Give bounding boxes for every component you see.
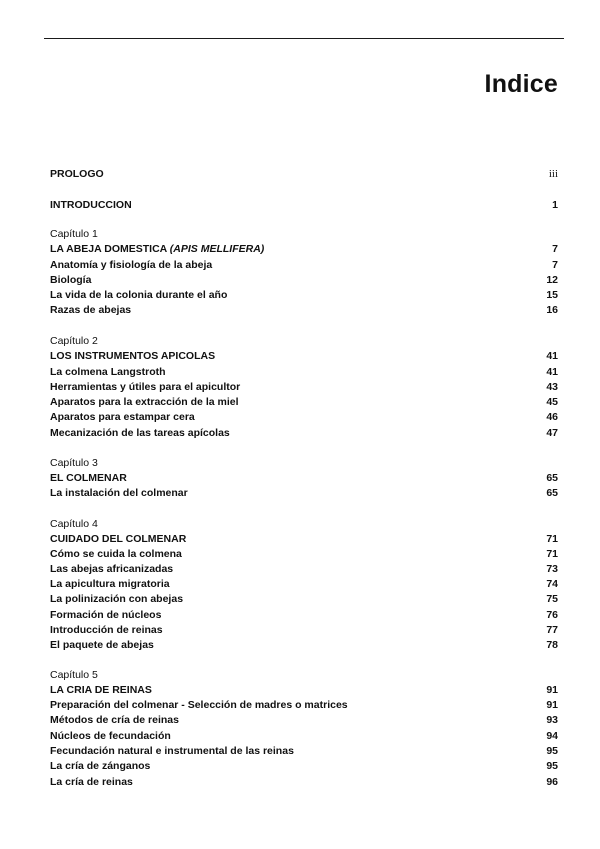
toc-entry[interactable] xyxy=(50,760,558,774)
toc-entry[interactable] xyxy=(50,396,558,410)
toc-entry-label: Formación de núcleos xyxy=(50,609,162,621)
toc-entry-label: Las abejas africanizadas xyxy=(50,563,174,575)
chapter-heading[interactable] xyxy=(50,472,558,486)
toc-entry-page: 65 xyxy=(546,487,558,499)
toc-entry-page: 65 xyxy=(546,472,558,484)
toc-entry[interactable] xyxy=(50,624,558,638)
toc-entry-page: 71 xyxy=(546,548,558,560)
toc-entry[interactable] xyxy=(50,699,558,713)
toc-entry[interactable] xyxy=(50,639,558,653)
toc-entry-page: 74 xyxy=(546,578,558,590)
toc-entry[interactable] xyxy=(50,776,558,790)
toc-entry-label: La colmena Langstroth xyxy=(50,366,166,378)
toc-entry-introduccion[interactable] xyxy=(50,199,558,213)
toc-entry-page: 91 xyxy=(546,684,558,696)
toc-entry-page: 93 xyxy=(546,714,558,726)
toc-entry-label: Aparatos para la extracción de la miel xyxy=(50,396,239,408)
chapter-caption-text: Capítulo 1 xyxy=(50,228,98,240)
toc-entry[interactable] xyxy=(50,304,558,318)
toc-entry-page: 1 xyxy=(552,199,558,211)
toc-entry-page: 45 xyxy=(546,396,558,408)
toc-entry[interactable] xyxy=(50,487,558,501)
page-title: Indice xyxy=(484,70,558,98)
toc-entry[interactable] xyxy=(50,366,558,380)
toc-entry-page: 75 xyxy=(546,593,558,605)
toc-entry-page: 95 xyxy=(546,760,558,772)
toc-entry-label: Preparación del colmenar - Selección de madres o matrices xyxy=(50,699,348,711)
chapter-caption-text: Capítulo 4 xyxy=(50,518,98,530)
toc-entry-label: Biología xyxy=(50,274,92,286)
toc-entry-label: El paquete de abejas xyxy=(50,639,154,651)
toc-entry-page: 15 xyxy=(546,289,558,301)
chapter-heading-label xyxy=(50,243,264,255)
toc-entry[interactable] xyxy=(50,714,558,728)
toc-entry[interactable] xyxy=(50,745,558,759)
chapter-caption-text: Capítulo 2 xyxy=(50,335,98,347)
toc-entry-label: Introducción de reinas xyxy=(50,624,163,636)
toc-entry[interactable] xyxy=(50,411,558,425)
toc-entry-label: Núcleos de fecundación xyxy=(50,730,171,742)
toc-entry-label: La cría de zánganos xyxy=(50,760,151,772)
toc-entry-page: 78 xyxy=(546,639,558,651)
chapter-heading[interactable] xyxy=(50,533,558,547)
toc-entry-page: 96 xyxy=(546,776,558,788)
chapter-heading-text: CUIDADO DEL COLMENAR xyxy=(50,533,187,545)
toc-entry-label: Razas de abejas xyxy=(50,304,132,316)
toc-entry-label: Fecundación natural e instrumental de las reinas xyxy=(50,745,294,757)
chapter-heading-italic: (APIS MELLIFERA) xyxy=(169,243,265,255)
toc-entry-label: La vida de la colonia durante el año xyxy=(50,289,228,301)
toc-entry[interactable] xyxy=(50,563,558,577)
toc-entry[interactable] xyxy=(50,289,558,303)
toc-entry-page: 12 xyxy=(546,274,558,286)
toc-entry-label: La polinización con abejas xyxy=(50,593,184,605)
toc-entry-label: La instalación del colmenar xyxy=(50,487,188,499)
toc-entry-page: 47 xyxy=(546,427,558,439)
chapter-caption xyxy=(50,518,558,532)
toc-entry-page: 76 xyxy=(546,609,558,621)
chapter-heading[interactable] xyxy=(50,350,558,364)
chapter-heading[interactable] xyxy=(50,243,558,257)
toc-entry-page: 41 xyxy=(546,366,558,378)
chapter-heading-text: LA CRIA DE REINAS xyxy=(50,684,152,696)
toc-entry-label: PROLOGO xyxy=(50,168,104,180)
toc-entry-page: 73 xyxy=(546,563,558,575)
toc-entry[interactable] xyxy=(50,548,558,562)
chapter-caption xyxy=(50,228,558,242)
toc-entry[interactable] xyxy=(50,381,558,395)
toc-entry[interactable] xyxy=(50,274,558,288)
chapter-caption-text: Capítulo 5 xyxy=(50,669,98,681)
toc-entry-label: Mecanización de las tareas apícolas xyxy=(50,427,230,439)
toc-entry-label: INTRODUCCION xyxy=(50,199,132,211)
chapter-caption xyxy=(50,457,558,471)
toc-entry-page: 46 xyxy=(546,411,558,423)
toc-entry-label: Cómo se cuida la colmena xyxy=(50,548,182,560)
toc-entry-page: 95 xyxy=(546,745,558,757)
toc-entry[interactable] xyxy=(50,609,558,623)
chapter-caption-text: Capítulo 3 xyxy=(50,457,98,469)
toc-entry-label: Herramientas y útiles para el apicultor xyxy=(50,381,241,393)
toc-entry-page: 16 xyxy=(546,304,558,316)
toc-entry[interactable] xyxy=(50,259,558,273)
toc-entry[interactable] xyxy=(50,730,558,744)
toc-entry-page: 7 xyxy=(552,243,558,255)
toc-entry[interactable] xyxy=(50,427,558,441)
chapter-heading-text: LOS INSTRUMENTOS APICOLAS xyxy=(50,350,216,362)
toc-entry-page: 94 xyxy=(546,730,558,742)
toc-entry-label: Métodos de cría de reinas xyxy=(50,714,179,726)
toc-entry-page: 77 xyxy=(546,624,558,636)
toc-entry-prologo[interactable] xyxy=(50,168,558,182)
toc-entry-page: 7 xyxy=(552,259,558,271)
toc-entry-label: Anatomía y fisiología de la abeja xyxy=(50,259,213,271)
toc-entry-page: 43 xyxy=(546,381,558,393)
toc-entry-page: 41 xyxy=(546,350,558,362)
toc-entry-label: La apicultura migratoria xyxy=(50,578,170,590)
top-rule xyxy=(44,38,564,39)
chapter-heading[interactable] xyxy=(50,684,558,698)
toc-entry-page: iii xyxy=(548,168,558,180)
toc-entry[interactable] xyxy=(50,593,558,607)
toc-entry-page: 91 xyxy=(546,699,558,711)
chapter-heading-text: EL COLMENAR xyxy=(50,472,127,484)
toc-entry-label: La cría de reinas xyxy=(50,776,133,788)
chapter-heading-text: LA ABEJA DOMESTICA xyxy=(50,243,167,255)
toc-entry[interactable] xyxy=(50,578,558,592)
chapter-caption xyxy=(50,669,558,683)
toc-entry-page: 71 xyxy=(546,533,558,545)
toc-entry-label: Aparatos para estampar cera xyxy=(50,411,195,423)
chapter-caption xyxy=(50,335,558,349)
